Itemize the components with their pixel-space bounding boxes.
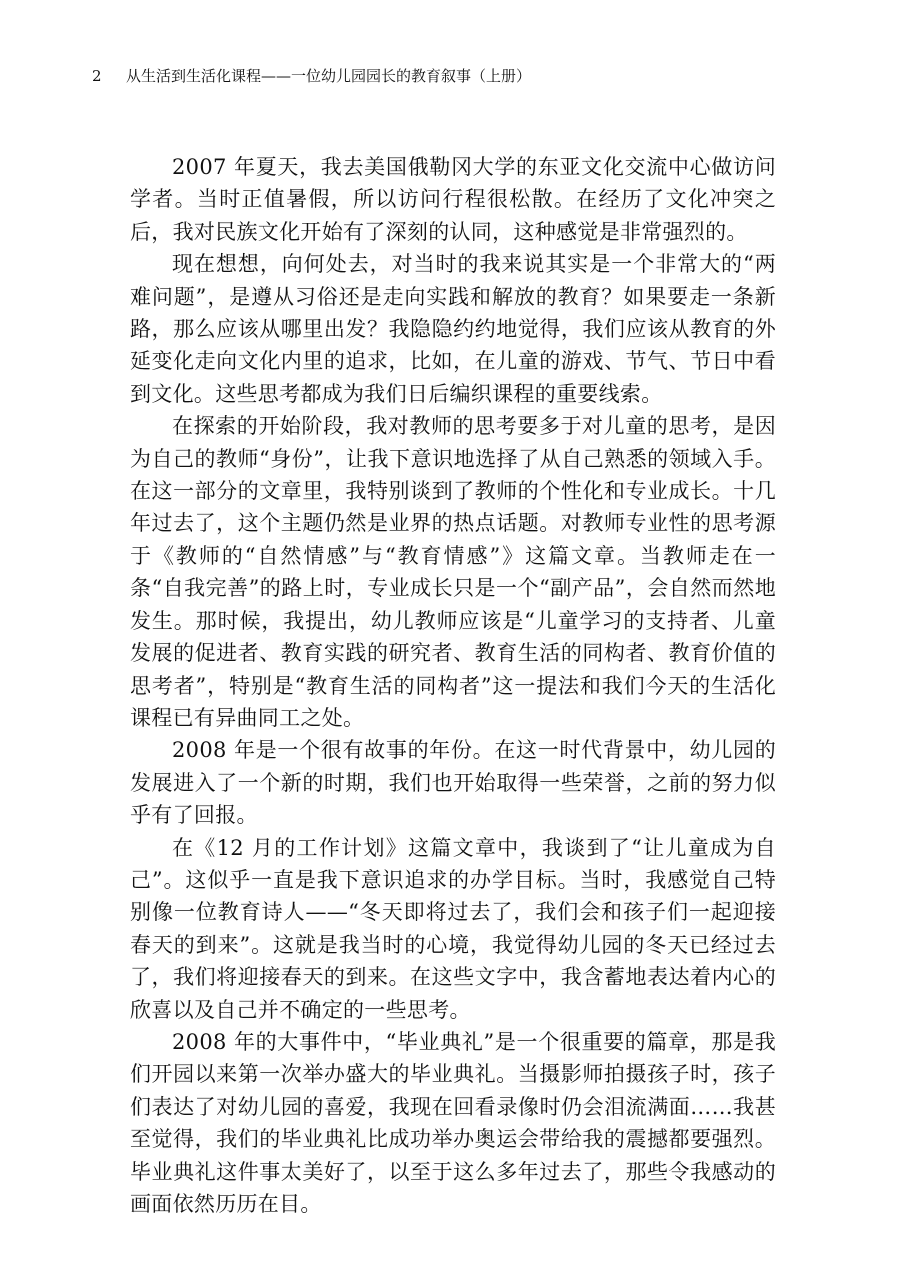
running-header xyxy=(92,66,792,86)
page-number: 2 xyxy=(92,67,102,85)
book-title: 从生活到生活化课程——一位幼儿园园长的教育叙事（上册） xyxy=(126,67,532,85)
paragraph-visiting-scholar: 2007 年夏天，我去美国俄勒冈大学的东亚文化交流中心做访问学者。当时正值暑假，所以访问行程很松散。在经历了文化冲突之后，我对民族文化开始有了深刻的认同，这种感觉是非常强烈的。 xyxy=(130,155,776,244)
paragraph-graduation: 2008 年的大事件中，“毕业典礼”是一个很重要的篇章，那是我们开园以来第一次举办盛大的毕业典礼。当摄影师拍摄孩子时，孩子们表达了对幼儿园的喜爱，我现在回看录像时仍会泪流满面……我甚至觉得，我们的毕业典礼比成功举办奥运会带给我的震撼都要强烈。毕业典礼这件事太美好了，以至于这么多年过去了，那些令我感动的画面依然历历在目。 xyxy=(130,1029,776,1216)
paragraph-december-plan: 在《12 月的工作计划》这篇文章中，我谈到了“让儿童成为自己”。这似乎一直是我下意识追求的办学目标。当时，我感觉自己特别像一位教育诗人——“冬天即将过去了，我们会和孩子们一起迎接春天的到来”。这就是我当时的心境，我觉得幼儿园的冬天已经过去了，我们将迎接春天的到来。在这些文字中，我含蓄地表达着内心的欣喜以及自己并不确定的一些思考。 xyxy=(130,835,776,1022)
body-text xyxy=(130,151,776,1220)
paragraph-2008: 2008 年是一个很有故事的年份。在这一时代背景中，幼儿园的发展进入了一个新的时期，我们也开始取得一些荣誉，之前的努力似乎有了回报。 xyxy=(130,738,776,828)
paragraph-dilemma: 现在想想，向何处去，对当时的我来说其实是一个非常大的“两难问题”，是遵从习俗还是走向实践和解放的教育？如果要走一条新路，那么应该从哪里出发？我隐隐约约地觉得，我们应该从教育的外延变化走向文化内里的追求，比如，在儿童的游戏、节气、节日中看到文化。这些思考都成为我们日后编织课程的重要线索。 xyxy=(130,252,776,406)
paragraph-teacher-growth: 在探索的开始阶段，我对教师的思考要多于对儿童的思考，是因为自己的教师“身份”，让我下意识地选择了从自己熟悉的领域入手。在这一部分的文章里，我特别谈到了教师的个性化和专业成长。十几年过去了，这个主题仍然是业界的热点话题。对教师专业性的思考源于《教师的“自然情感”与“教育情感”》这篇文章。当教师走在一条“自我完善”的路上时，专业成长只是一个“副产品”，会自然而然地发生。那时候，我提出，幼儿教师应该是“儿童学习的支持者、儿童发展的促进者、教育实践的研究者、教育生活的同构者、教育价值的思考者”，特别是“教育生活的同构者”这一提法和我们今天的生活化课程已有异曲同工之处。 xyxy=(130,414,776,730)
